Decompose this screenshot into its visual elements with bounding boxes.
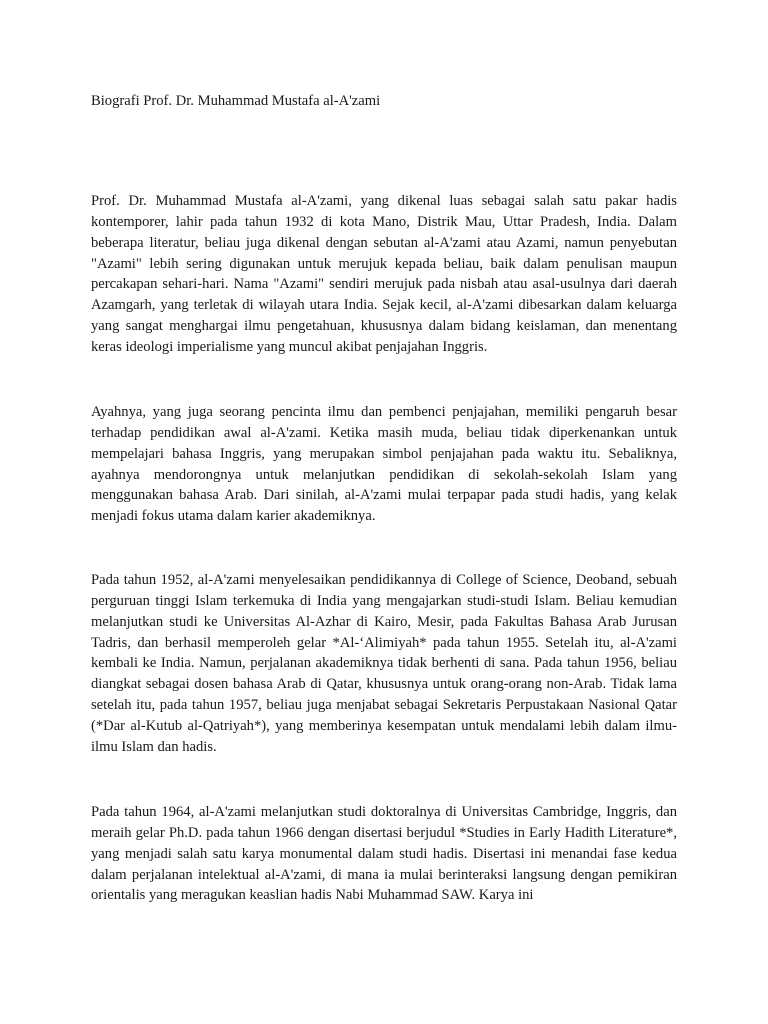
- paragraph-higher-education: Pada tahun 1952, al-A'zami menyelesaikan pendidikannya di College of Science, Deoband, sebuah perguruan tinggi Islam terkemuka di India yang mengajarkan studi-studi Islam. Beliau kemudian melanjutkan studi ke Universitas Al-Azhar di Kairo, Mesir, pada Fakultas Bahasa Arab Jurusan Tadris, dan berhasil memperoleh gelar *Al-‘Alimiyah* pada tahun 1955. Setelah itu, al-A'zami kembali ke India. Namun, perjalanan akademiknya tidak berhenti di sana. Pada tahun 1956, beliau diangkat sebagai dosen bahasa Arab di Qatar, khususnya untuk orang-orang non-Arab. Tidak lama setelah itu, pada tahun 1957, beliau juga menjabat sebagai Sekretaris Perpustakaan Nasional Qatar (*Dar al-Kutub al-Qatriyah*), yang memberinya kesempatan untuk mendalami lebih dalam ilmu-ilmu Islam dan hadis.: [91, 572, 677, 755]
- paragraph-early-education: Ayahnya, yang juga seorang pencinta ilmu dan pembenci penjajahan, memiliki pengaruh besar terhadap pendidikan awal al-A'zami. Ketika masih muda, beliau tidak diperkenankan untuk mempelajari bahasa Inggris, yang merupakan simbol penjajahan pada waktu itu. Sebaliknya, ayahnya mendorongnya untuk melanjutkan pendidikan di sekolah-sekolah Islam yang menggunakan bahasa Arab. Dari sinilah, al-A'zami mulai terpapar pada studi hadis, yang kelak menjadi fokus utama dalam karier akademiknya.: [91, 404, 677, 525]
- document-title: Biografi Prof. Dr. Muhammad Mustafa al-A'zami: [91, 93, 381, 109]
- paragraph-doctoral-studies: Pada tahun 1964, al-A'zami melanjutkan studi doktoralnya di Universitas Cambridge, Inggris, dan meraih gelar Ph.D. pada tahun 1966 dengan disertasi berjudul *Studies in Early Hadith Literature*, yang menjadi salah satu karya monumental dalam studi hadis. Disertasi ini menandai fase kedua dalam perjalanan intelektual al-A'zami, di mana ia mulai berinteraksi langsung dengan pemikiran orientalis yang meragukan keaslian hadis Nabi Muhammad SAW. Karya ini: [91, 804, 677, 904]
- paragraph-birth: Prof. Dr. Muhammad Mustafa al-A'zami, yang dikenal luas sebagai salah satu pakar hadis kontemporer, lahir pada tahun 1932 di kota Mano, Distrik Mau, Uttar Pradesh, India. Dalam beberapa literatur, beliau juga dikenal dengan sebutan al-A'zami atau Azami, namun penyebutan "Azami" lebih sering digunakan untuk merujuk kepada beliau, baik dalam penulisan maupun percakapan sehari-hari. Nama "Azami" sendiri merujuk pada nisbah atau asal-usulnya dari daerah Azamgarh, yang terletak di wilayah utara India. Sejak kecil, al-A'zami dibesarkan dalam keluarga yang sangat menghargai ilmu pengetahuan, khususnya dalam bidang keislaman, dan menentang keras ideologi imperialisme yang muncul akibat penjajahan Inggris.: [91, 193, 677, 355]
